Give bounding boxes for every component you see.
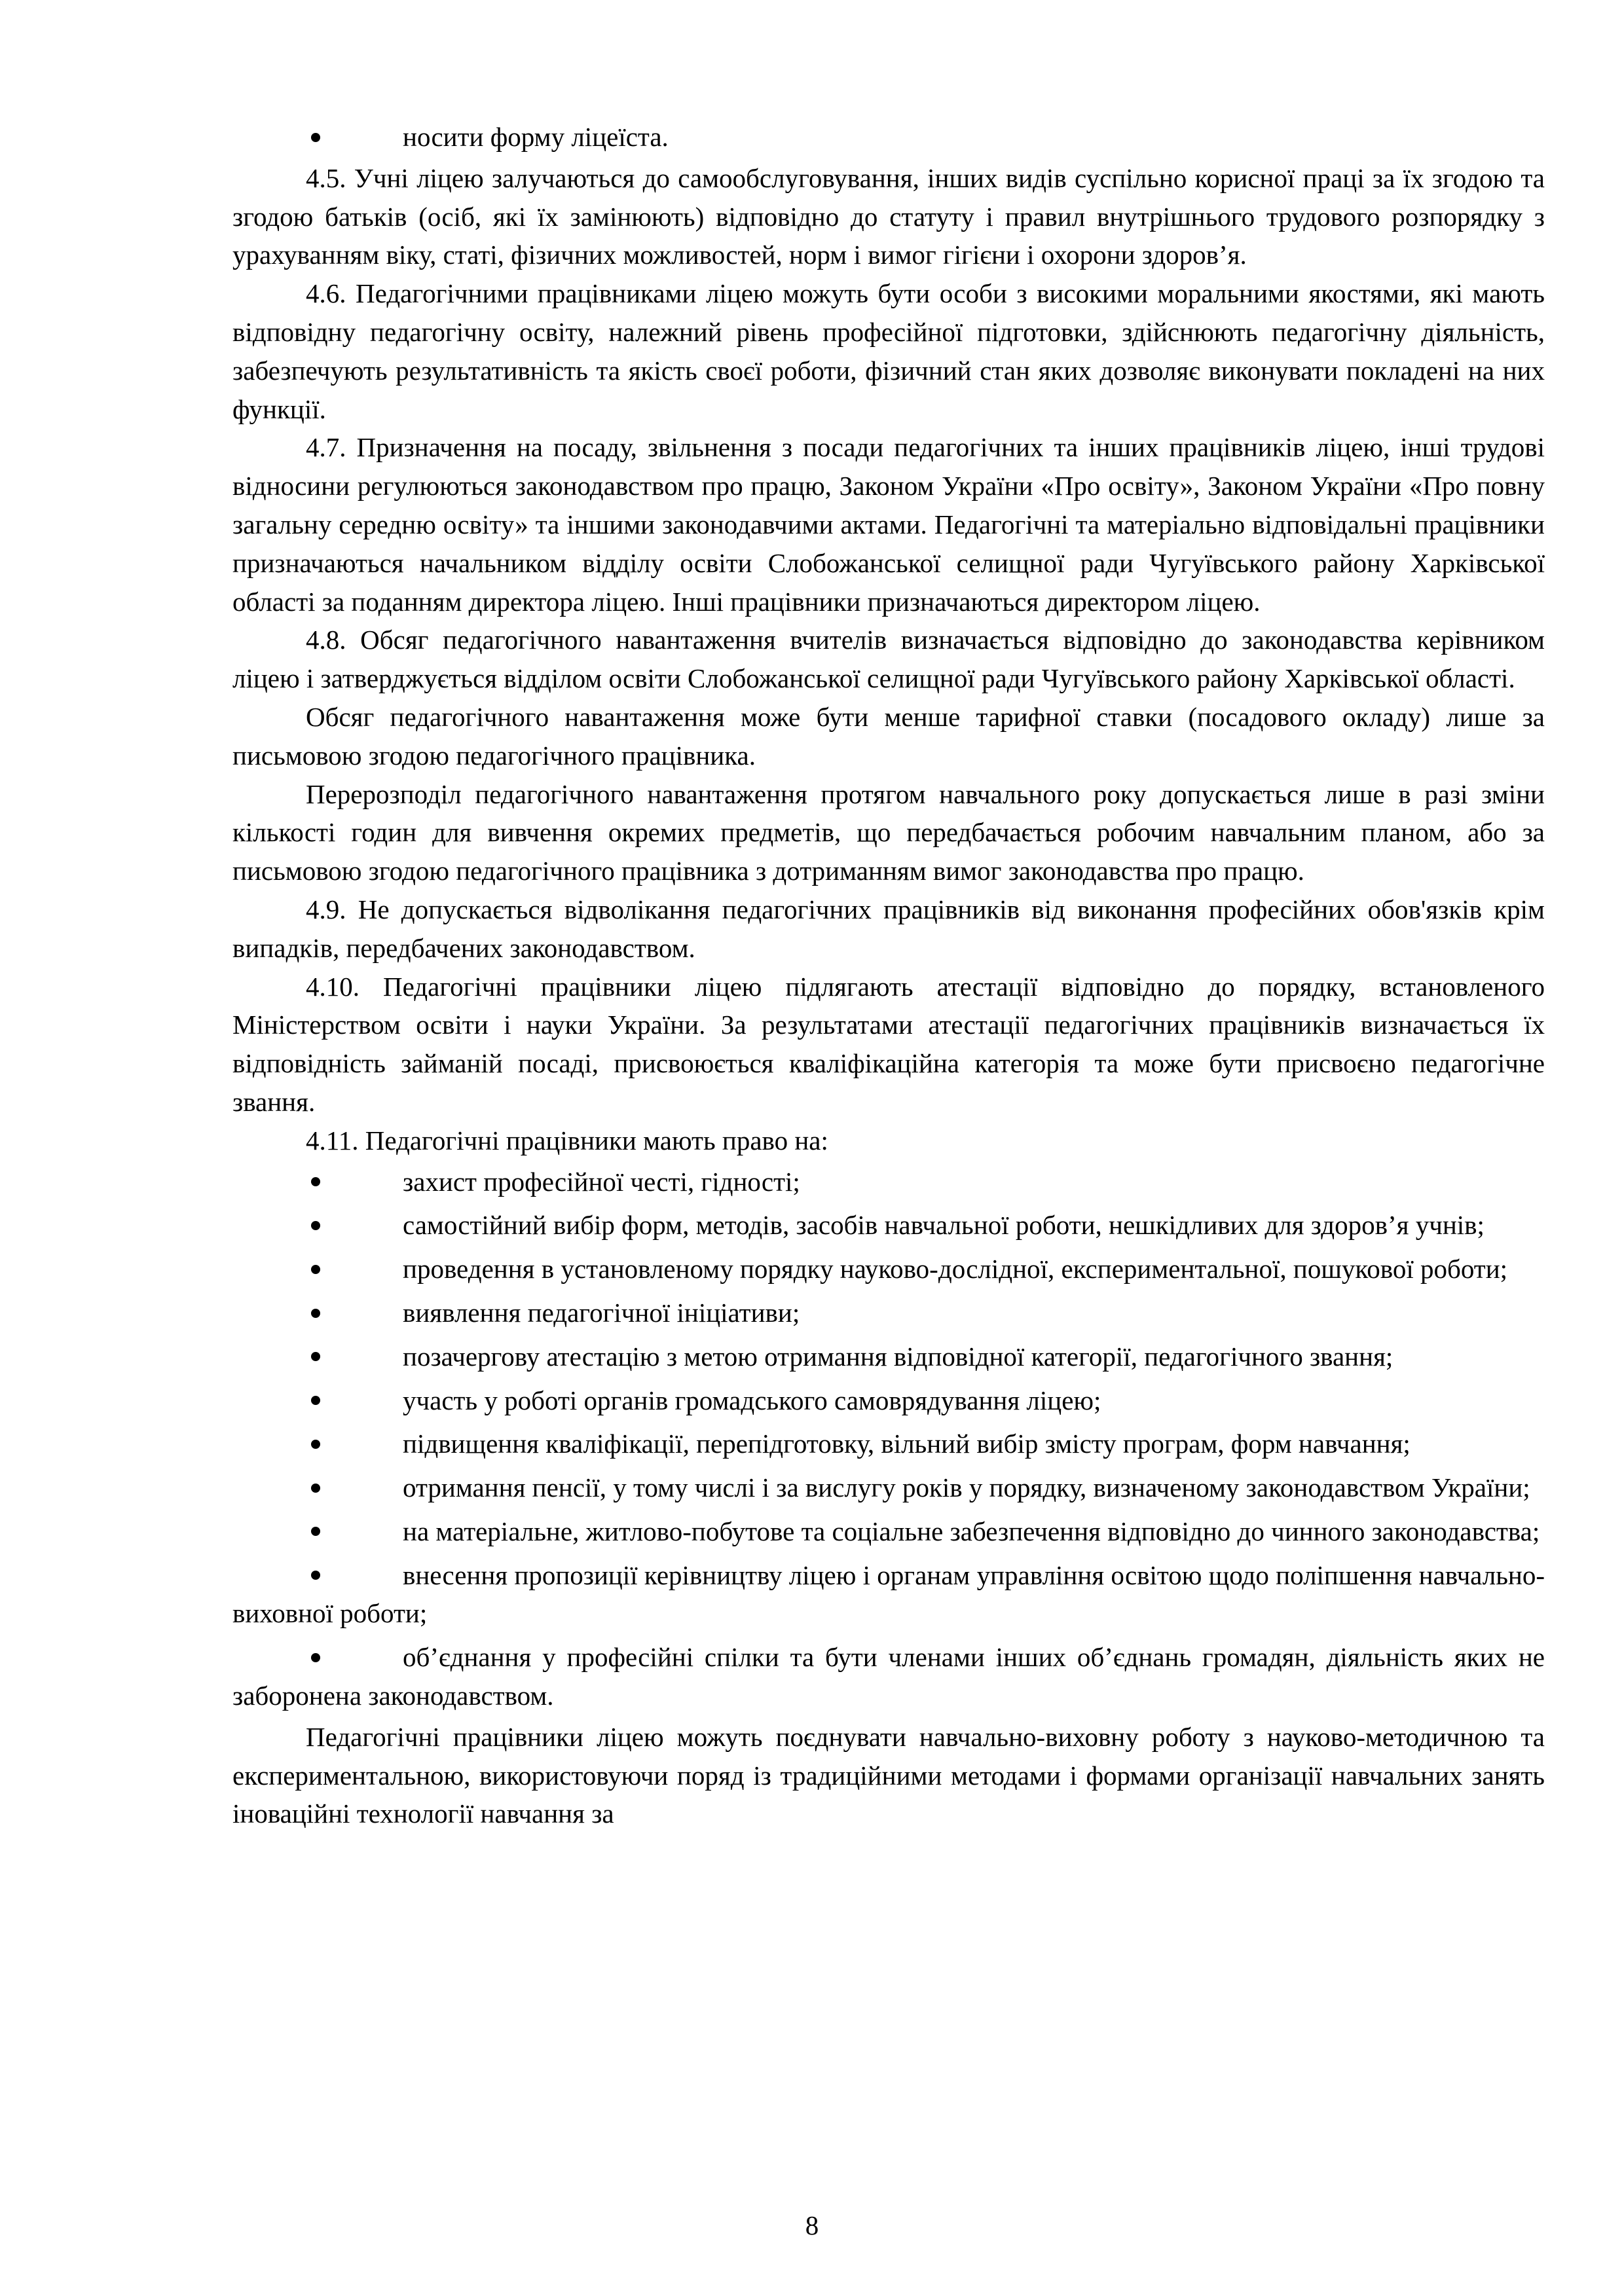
bullet-icon (232, 1425, 403, 1463)
list-item (232, 1510, 1545, 1554)
paragraph-4-7: 4.7. Призначення на посаду, звільнення з посади педагогічних та інших працівників ліцею, інші трудові відносини регулюються законодавством про працю, Законом України «Про освіту», Законом України «Про повну загальну середню освіту» та іншими законодавчими актами. Педагогічні та матеріально відповідальні працівники призначаються начальником відділу освіти Слобожанської селищної ради Чугуївського району Харківської області за поданням директора ліцею. Інші працівники призначаються директором ліцею. (232, 432, 1545, 617)
list-item (232, 1203, 1545, 1247)
list-item-text: внесення пропозиції керівництву ліцею і органам управління освітою щодо поліпшення навчально-виховної роботи; (232, 1559, 1545, 1629)
list-item (232, 118, 1545, 159)
list-item-text: виявлення педагогічної ініціативи; (403, 1297, 800, 1328)
bullet-icon (232, 1556, 403, 1595)
list-item-text: участь у роботі органів громадського самоврядування ліцею; (403, 1385, 1101, 1415)
list-item (232, 1554, 1545, 1636)
list-item-text: підвищення кваліфікації, перепідготовку, вільний вибір змісту програм, форм навчання; (403, 1429, 1411, 1459)
paragraph-workload-minimum: Обсяг педагогічного навантаження може бути менше тарифної ставки (посадового окладу) лише за письмовою згодою педагогічного працівника. (232, 701, 1545, 771)
paragraph-closing: Педагогічні працівники ліцею можуть поєднувати навчально-виховну роботу з науково-методичною та експериментальною, використовуючи поряд із традиційними методами і формами організації навчальних занять іноваційні технології навчання за (232, 1721, 1545, 1829)
bullet-icon (232, 1468, 403, 1507)
list-item (232, 1335, 1545, 1379)
bullet-icon (232, 1338, 403, 1376)
bullet-icon (232, 1250, 403, 1288)
paragraph-4-6: 4.6. Педагогічними працівниками ліцею можуть бути особи з високими моральними якостями, які мають відповідну педагогічну освіту, належний рівень професійної підготовки, здійснюють педагогічну діяльність, забезпечують результативність та якість своєї роботи, фізичний стан яких дозволяє виконувати покладені на них функції. (232, 278, 1545, 424)
bullet-icon (232, 1294, 403, 1332)
list-item-text: носити форму ліцеїста. (403, 122, 669, 152)
list-item-text: об’єднання у професійні спілки та бути членами інших об’єднань громадян, діяльність яких не заборонена законодавством. (232, 1642, 1545, 1711)
paragraph-4-5: 4.5. Учні ліцею залучаються до самообслуговування, інших видів суспільно корисної праці за їх згодою та згодою батьків (осіб, які їх замінюють) відповідно до статуту і правил внутрішнього трудового розпорядку з урахуванням віку, статі, фізичних можливостей, норм і вимог гігієни і охорони здоров’я. (232, 162, 1545, 270)
page-number: 8 (805, 2210, 819, 2240)
bullet-icon (232, 1512, 403, 1551)
list-item-text: захист професійної честі, гідності; (403, 1166, 800, 1197)
paragraph-4-11: 4.11. Педагогічні працівники мають право на: (306, 1125, 828, 1156)
document-body (232, 118, 1545, 1833)
list-item-text: проведення в установленому порядку науково-дослідної, експериментальної, пошукової роботи; (403, 1254, 1508, 1285)
list-item-text: на матеріальне, житлово-побутове та соціальне забезпечення відповідно до чинного законодавства; (403, 1516, 1540, 1546)
paragraph-4-10: 4.10. Педагогічні працівники ліцею підлягають атестації відповідно до порядку, встановленого Міністерством освіти і науки України. За результатами атестації педагогічних працівників визначається їх відповідність займаній посаді, присвоюється кваліфікаційна категорія та може бути присвоєно педагогічне звання. (232, 971, 1545, 1117)
list-item (232, 1160, 1545, 1204)
list-item (232, 1635, 1545, 1718)
list-item (232, 1466, 1545, 1510)
paragraph-4-9: 4.9. Не допускається відволікання педагогічних працівників від виконання професійних обов'язків крім випадків, передбачених законодавством. (232, 894, 1545, 963)
list-item-text: отримання пенсії, у тому числі і за вислугу років у порядку, визначеному законодавством України; (403, 1472, 1530, 1503)
bullet-icon (232, 118, 403, 156)
bullet-icon (232, 1638, 403, 1677)
list-item-text: позачергову атестацію з метою отримання відповідної категорії, педагогічного звання; (403, 1341, 1393, 1372)
paragraph-workload-redistribution: Перерозподіл педагогічного навантаження протягом навчального року допускається лише в разі зміни кількості годин для вивчення окремих предметів, що передбачається робочим навчальним планом, або за письмовою згодою педагогічного працівника з дотриманням вимог законодавства про працю. (232, 778, 1545, 886)
list-item (232, 1247, 1545, 1291)
bullet-icon (232, 1163, 403, 1201)
list-item-text: самостійний вибір форм, методів, засобів навчальної роботи, нешкідливих для здоров’я учнів; (403, 1210, 1485, 1241)
list-item (232, 1379, 1545, 1423)
bullet-icon (232, 1206, 403, 1245)
paragraph-4-8: 4.8. Обсяг педагогічного навантаження вчителів визначається відповідно до законодавства керівником ліцею і затверджується відділом освіти Слобожанської селищної ради Чугуївського району Харківської області. (232, 625, 1545, 694)
list-item (232, 1291, 1545, 1335)
list-item (232, 1422, 1545, 1466)
bullet-icon (232, 1381, 403, 1420)
